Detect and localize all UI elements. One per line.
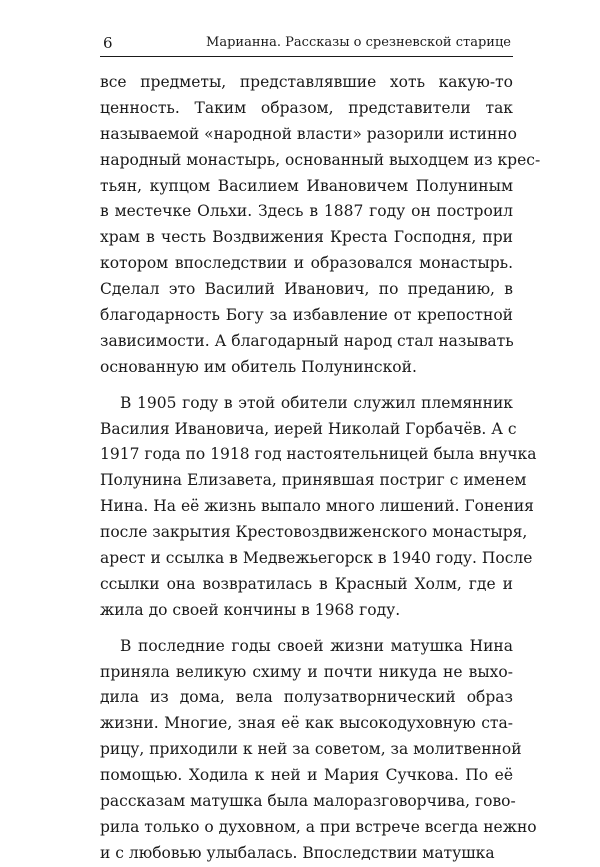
text-line: дила из дома, вела полузатворнический образ (100, 688, 513, 707)
body-text (100, 70, 541, 867)
text-line: жила до своей кончины в 1968 году. (100, 600, 401, 619)
text-line: арест и ссылка в Медвежьегорск в 1940 году. После (100, 549, 533, 568)
text-line: основанную им обитель Полунинской. (100, 357, 417, 376)
page-header (100, 30, 513, 57)
text-line: рицу, приходили к ней за советом, за молитвенной (100, 740, 522, 759)
text-line: Полунина Елизавета, принявшая постриг с именем (100, 471, 527, 490)
paragraph (100, 391, 537, 624)
text-line: приняла великую схиму и почти никуда не выхо- (100, 662, 513, 681)
paragraph-gap (100, 624, 513, 634)
text-line: Василия Ивановича, иерей Николай Горбачёв. А с (100, 419, 517, 438)
text-line: и с любовью улыбалась. Впоследствии матушка (100, 843, 495, 862)
text-line: ценность. Таким образом, представители так (100, 98, 513, 117)
text-line: зависимости. А благодарный народ стал называть (100, 331, 514, 350)
text-line: В 1905 году в этой обители служил племянник (120, 393, 513, 412)
paragraph (100, 634, 537, 867)
text-line: жизни. Многие, зная её как высокодуховную ста- (100, 714, 513, 733)
text-line: называемой «народной власти» разорили истинно (100, 124, 517, 143)
text-line: Нина. На её жизнь выпало много лишений. Гонения (100, 497, 534, 516)
text-line: В последние годы своей жизни матушка Нина (120, 636, 513, 655)
text-line: благодарность Богу за избавление от крепостной (100, 306, 513, 325)
text-line: после закрытия Крестовоздвиженского монастыря, (100, 523, 528, 542)
text-line: храм в честь Воздвижения Креста Господня, при (100, 228, 513, 247)
text-line: помощью. Ходила к ней и Мария Сучкова. По её (100, 766, 513, 785)
text-line: ссылки она возвратилась в Красный Холм, где и (100, 574, 513, 593)
text-line: Сделал это Василий Иванович, по преданию, в (100, 280, 513, 299)
paragraph (100, 70, 541, 381)
text-line: рассказам матушка была малоразговорчива, гово- (100, 792, 516, 811)
text-line: 1917 года по 1918 год настоятельницей была внучка (100, 445, 537, 464)
paragraph-gap (100, 381, 513, 391)
text-line: котором впоследствии и образовался монастырь. (100, 254, 513, 273)
text-line: все предметы, представлявшие хоть какую-то (100, 73, 513, 91)
running-title: Марианна. Рассказы о срезневской старице (206, 35, 511, 50)
text-line: тьян, купцом Василием Ивановичем Полуниным (100, 176, 513, 195)
text-line: в местечке Ольхи. Здесь в 1887 году он построил (100, 202, 513, 221)
page-number: 6 (103, 34, 113, 52)
text-line: рила только о духовном, а при встрече всегда нежно (100, 817, 537, 836)
text-line: народный монастырь, основанный выходцем из крес- (100, 150, 541, 169)
